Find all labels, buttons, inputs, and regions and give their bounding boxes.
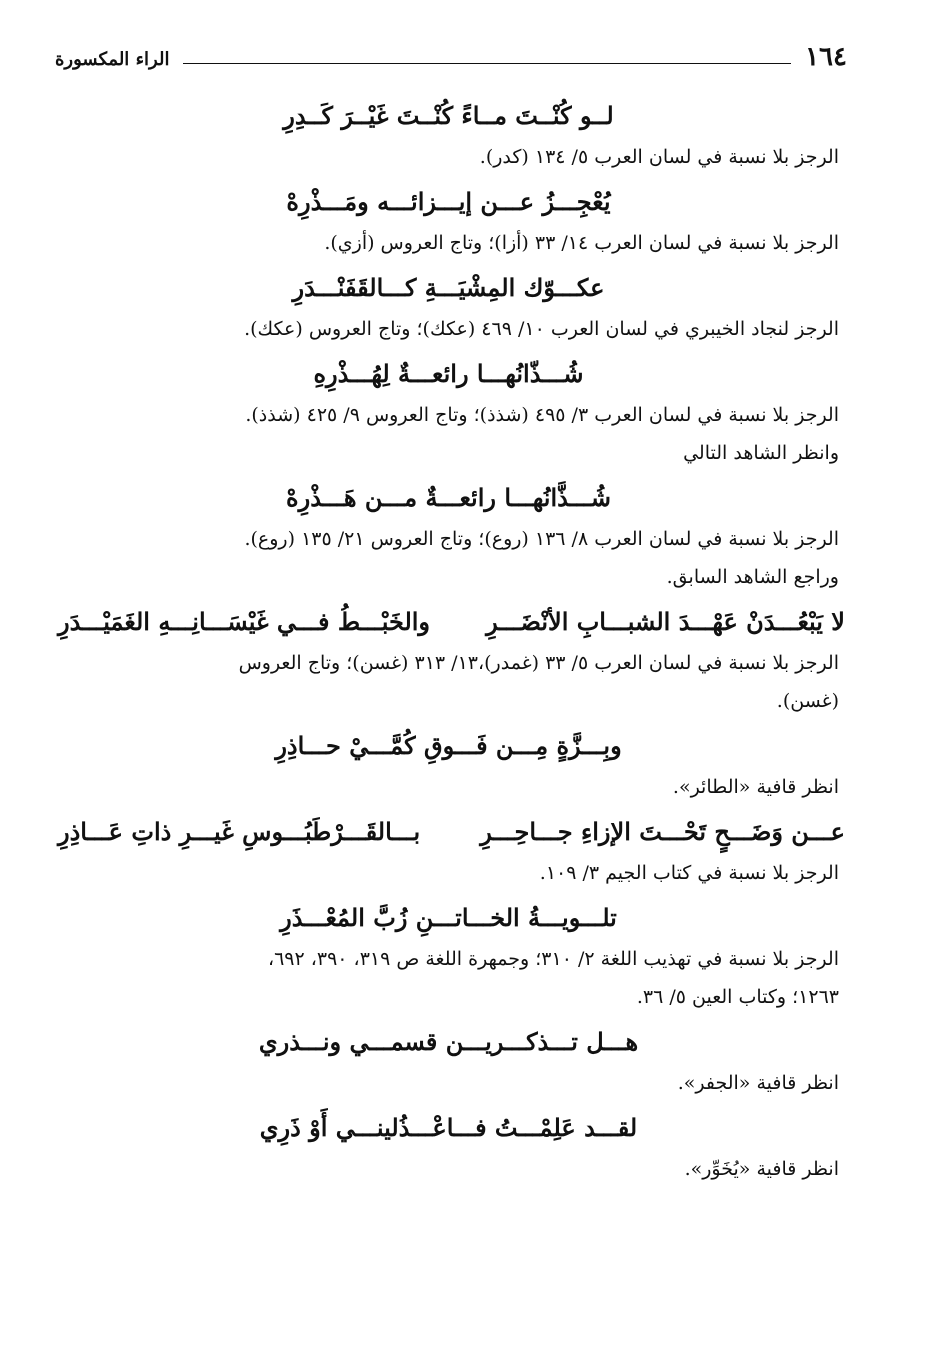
note-line: ١٢٦٣؛ وكتاب العين ٥/ ٣٦.	[636, 986, 839, 1008]
note-line: (غسن).	[776, 690, 839, 712]
citation-note	[58, 310, 839, 348]
note-line: الرجز بلا نسبة في لسان العرب ٥/ ١٣٤ (كدر).	[479, 146, 839, 168]
header-rule	[183, 63, 791, 64]
verse-line: شُـــذَّانُهـــا رائعـــةٌ مـــن هَـــذْرِهْ	[286, 483, 611, 512]
verse-line: لــو كُنْــتَ مــاءً كُنْــتَ غَيْــرَ كَــدِرِ	[283, 101, 614, 130]
note-line: الرجز بلا نسبة في لسان العرب ٣/ ٤٩٥ (شذذ)؛ وتاج العروس ٩/ ٤٢٥ (شذذ).	[245, 404, 839, 426]
page-number: ١٦٤	[805, 42, 847, 72]
citation-note	[58, 396, 839, 472]
citation-note	[58, 768, 839, 806]
verse-line: عكـــوّك المِشْيَـــةِ كـــالقَفَنْـــدَرِ	[292, 273, 605, 302]
citation-note	[58, 1150, 839, 1188]
verse-line: يُعْجِـــزُ عـــن إيـــزائـــه ومَـــذْرِهْ	[286, 187, 611, 216]
note-line: الرجز بلا نسبة في لسان العرب ٥/ ٣٣ (غمدر)،١٣/ ٣١٣ (غسن)؛ وتاج العروس	[238, 652, 839, 674]
citation-note	[58, 940, 839, 1016]
page-header	[55, 38, 847, 74]
note-line: انظر قافية «يُخَوِّر».	[684, 1158, 839, 1180]
note-line: الرجز بلا نسبة في كتاب الجيم ٣/ ١٠٩.	[539, 862, 839, 884]
note-line: وراجع الشاهد السابق.	[666, 566, 839, 588]
citation-note	[58, 224, 839, 262]
note-line: الرجز بلا نسبة في لسان العرب ١٤/ ٣٣ (أزا)؛ وتاج العروس (أزي).	[324, 232, 839, 254]
note-line: انظر قافية «الطائر».	[672, 776, 839, 798]
citation-note	[58, 1064, 839, 1102]
verse-couplet	[58, 602, 845, 642]
note-line: وانظر الشاهد التالي	[683, 442, 839, 464]
verse-line: تلـــويـــةُ الخـــاتـــنِ زُبَّ المُعْـــذَرِ	[280, 903, 617, 932]
verse-line: شُـــذّانُهـــا رائعـــةٌ لِهُـــذْرِهِ	[313, 359, 584, 388]
verse-second-hemistich: بـــالقَـــرْطَبُـــوسِ غَيـــرِ ذاتِ عَـــاذِرِ	[58, 817, 421, 846]
citation-note	[58, 644, 839, 720]
page-body	[58, 90, 845, 1300]
citation-note	[58, 520, 839, 596]
verse-line: لقـــد عَلِمْـــتُ فـــاعْـــذُلينـــي أَوْ ذَرِي	[259, 1113, 638, 1142]
verse-second-hemistich: والخَبْـــطُ فـــي غَيْسَـــانِـــهِ الغَمَيْـــدَرِ	[58, 607, 431, 636]
verse-line: وبِـــزَّةٍ مِـــن فَـــوقِ كُمَّـــيْ حـــاذِرِ	[275, 731, 622, 760]
verse-line: هـــل تـــذكـــريـــن قسمـــي ونـــذري	[258, 1027, 639, 1056]
note-line: الرجز بلا نسبة في تهذيب اللغة ٢/ ٣١٠؛ وجمهرة اللغة ص ٣١٩، ٣٩٠، ٦٩٢،	[267, 948, 839, 970]
citation-note	[58, 138, 839, 176]
verse-first-hemistich: لا يَبْعُـــدَنْ عَهْـــدَ الشبـــابِ الأنْضَـــرِ	[486, 607, 845, 636]
note-line: انظر قافية «الجفر».	[677, 1072, 839, 1094]
verse-couplet	[58, 812, 845, 852]
running-head: الراء المكسورة	[55, 49, 170, 70]
verse-first-hemistich: عـــن وَضَـــحٍ تَحْـــتَ الإزاءِ جـــاحِـــرِ	[480, 817, 845, 846]
citation-note	[58, 854, 839, 892]
note-line: الرجز بلا نسبة في لسان العرب ٨/ ١٣٦ (روع)؛ وتاج العروس ٢١/ ١٣٥ (روع).	[244, 528, 839, 550]
note-line: الرجز لنجاد الخيبري في لسان العرب ١٠/ ٤٦٩ (عكك)؛ وتاج العروس (عكك).	[244, 318, 839, 340]
